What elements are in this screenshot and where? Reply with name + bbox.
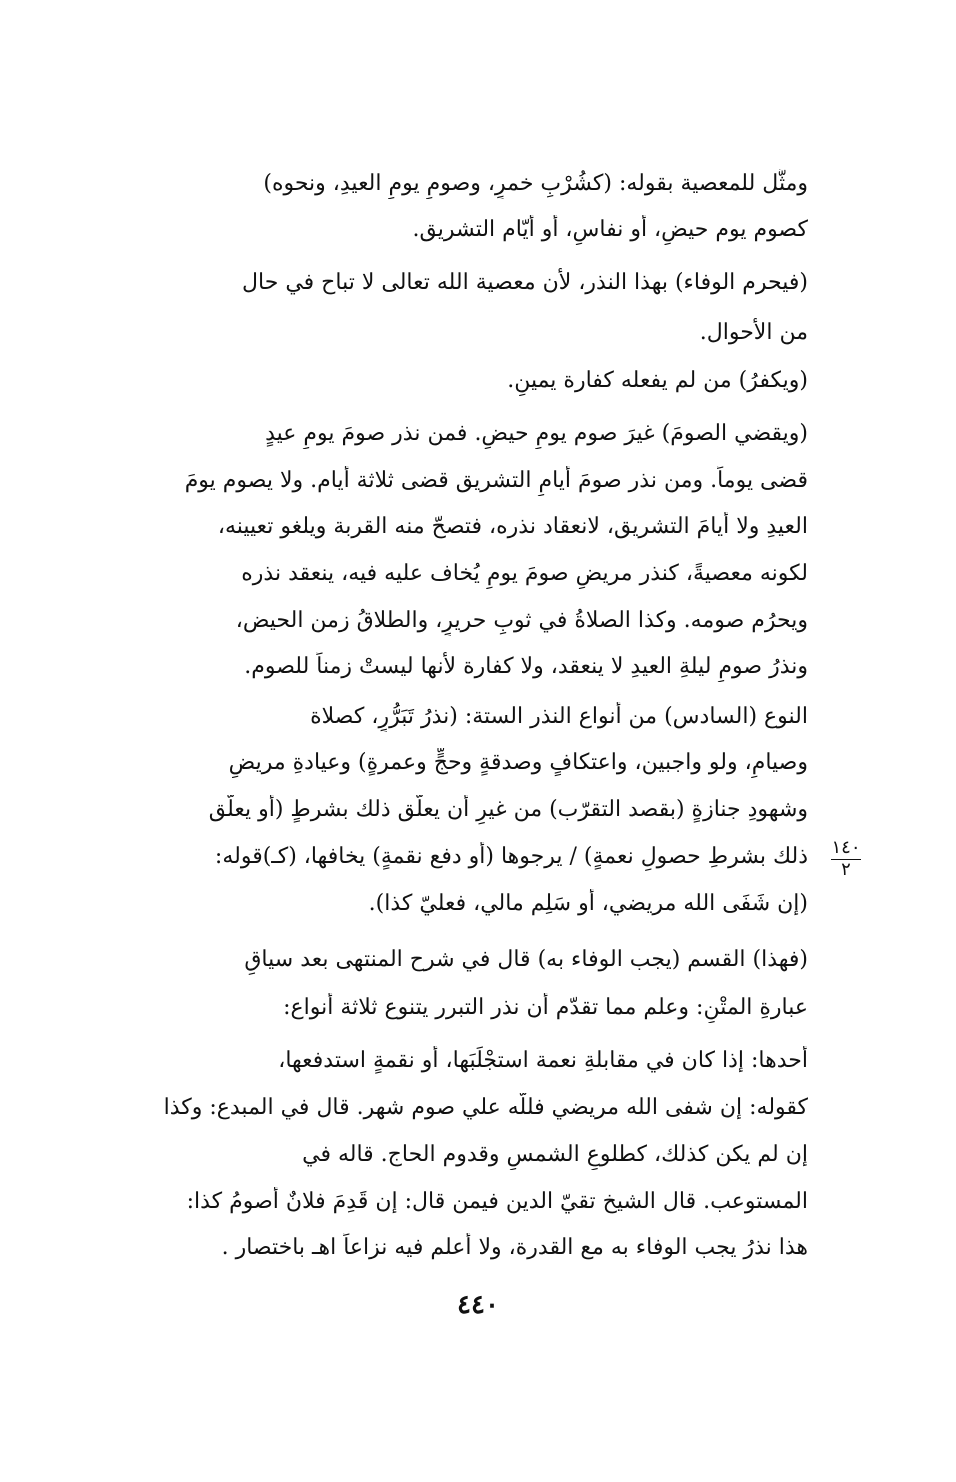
text-line: (فهذا) القسم (يجب الوفاء به) قال في شرح المنتهى بعد سياقِ <box>244 947 808 972</box>
text-line: عبارةِ المتْنِ: وعلم مما تقدّم أن نذر التبرر يتنوع ثلاثة أنواع: <box>283 995 808 1020</box>
text-line: قضى يوماً. ومن نذر صومَ أيامِ التشريق قضى ثلاثة أيام. ولا يصوم يومَ <box>184 468 808 493</box>
text-line: (ويقضي الصومَ) غيرَ صوم يومِ حيضٍ. فمن نذر صومَ يومِ عيدٍ <box>265 421 808 446</box>
text-line: كصوم يوم حيضٍ، أو نفاسٍ، أو أيّام التشريق. <box>412 217 808 242</box>
margin-page-reference <box>826 838 866 880</box>
page-number: ٤٤٠ <box>457 1290 499 1320</box>
text-line: هذا نذرُ يجب الوفاء به مع القدرة، ولا أعلم فيه نزاعاً اهـ باختصار . <box>221 1235 808 1260</box>
text-line: كقوله: إن شفى الله مريضي فللّه علي صوم شهر. قال في المبدع: وكذا <box>163 1095 808 1120</box>
text-line: المستوعب. قال الشيخ تقيّ الدين فيمن قال: إن قَدِمَ فلانٌ أصومُ كذا: <box>186 1189 808 1214</box>
text-line: ذلك بشرطِ حصولِ نعمةٍ) / يرجوها (أو دفع نقمةٍ) يخافها، (كـ)قوله: <box>214 844 808 869</box>
margin-note-denominator: ٢ <box>841 859 851 880</box>
text-line: (إن شَفَى الله مريضي، أو سَلِم مالي، فعليّ كذا). <box>368 891 808 916</box>
text-line: من الأحوال. <box>699 320 808 345</box>
text-line: ومثَّل للمعصية بقوله: (كشُرْبِ خمرٍ، وصومِ يومِ العيدِ، ونحوه) <box>263 171 808 196</box>
margin-note-numerator: ١٤٠ <box>831 837 861 858</box>
text-line: النوع (السادس) من أنواع النذر الستة: (نذرُ تَبَرُّرٍ، كصلاة <box>310 704 808 729</box>
text-line: ونذرُ صومِ ليلةِ العيدِ لا ينعقد، ولا كفارة لأنها ليستْ زمناً للصوم. <box>244 654 808 679</box>
text-line: (ويكفرُ) من لم يفعله كفارة يمينٍ. <box>507 368 808 393</box>
text-line: (فيحرم الوفاء) بهذا النذر، لأن معصية الله تعالى لا تباح في حال <box>242 270 808 295</box>
text-line: أحدها: إذا كان في مقابلةِ نعمة استجْلَبَها، أو نقمةٍ استدفعها، <box>278 1048 808 1073</box>
text-line: وشهودِ جنازةٍ (بقصد التقرّب) من غيرِ أن يعلّق ذلك بشرطٍ (أو يعلّق <box>208 797 808 822</box>
text-line: لكونه معصيةً، كنذر مريضٍ صومَ يومٍ يُخاف عليه فيه، ينعقد نذره <box>241 561 808 586</box>
text-line: ويحرُم صومه. وكذا الصلاةُ في ثوبِ حريرٍ، والطلاقُ زمن الحيض، <box>235 608 808 633</box>
text-line: العيدِ ولا أيامَ التشريق، لانعقاد نذره، فتصحّ منه القربة ويلغو تعيينه، <box>217 514 808 539</box>
text-line: إن لم يكن كذلك، كطلوعِ الشمسِ وقدوم الحاج. قاله في <box>302 1142 808 1167</box>
text-line: وصيامٍ، ولو واجبين، واعتكافٍ وصدقةٍ وحجٍّ وعمرةٍ) وعيادةِ مريضٍ <box>228 750 808 775</box>
